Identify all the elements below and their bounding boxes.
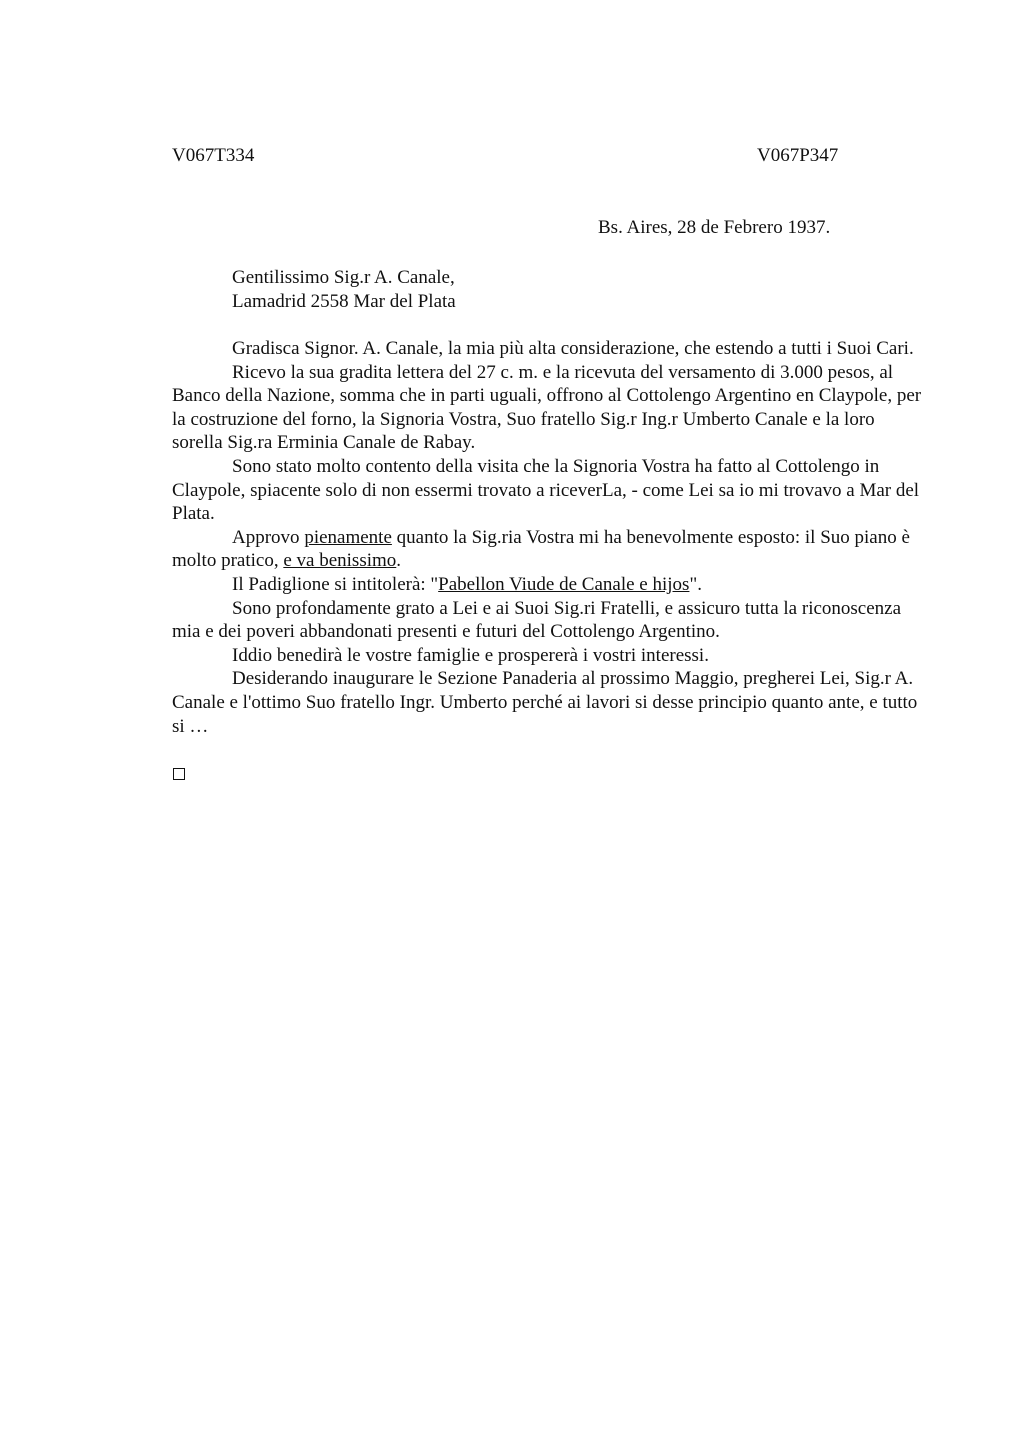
salutation-line: Gentilissimo Sig.r A. Canale, [232,267,455,288]
approval-text-middle: quanto la Sig.ria Vostra mi ha benevolmente esposto: il Suo piano è molto pratico, [172,526,910,572]
recipient-address [232,266,456,314]
underlined-pienamente: pienamente [304,526,392,548]
paragraph-inauguration: Desiderando inaugurare le Sezione Panaderia al prossimo Maggio, pregherei Lei, Sig.r A. Canale e l'ottimo Suo fratello Ingr. Umberto perché ai lavori si desse principio quanto ante, e tutto si … [172,668,918,737]
paragraph-pavilion [172,573,927,597]
paragraph-gratitude: Sono profondamente grato a Lei e ai Suoi Sig.ri Fratelli, e assicuro tutta la riconoscenza mia e dei poveri abbandonati presenti e futuri del Cottolengo Argentino. [172,597,902,643]
address-line: Lamadrid 2558 Mar del Plata [232,291,456,312]
pavilion-name: Pabellon Viude de Canale e hijos [438,573,690,595]
approval-text-end: . [396,550,402,572]
reference-code-right: V067P347 [757,145,839,166]
paragraph-visit: Sono stato molto contento della visita che la Signoria Vostra ha fatto al Cottolengo in Claypole, spiacente solo di non essermi trovato a riceverLa, - come Lei sa io mi trovavo a Mar del Plata. [172,455,920,525]
letter-date: Bs. Aires, 28 de Febrero 1937. [598,217,831,238]
pavilion-text-start: Il Padiglione si intitolerà: " [232,573,439,595]
underlined-benissimo: e va benissimo [283,550,397,572]
end-mark-box-icon [173,768,185,780]
reference-code-left: V067T334 [172,145,255,166]
paragraph-greeting: Gradisca Signor. A. Canale, la mia più alta considerazione, che estendo a tutti i Suoi Cari. [232,338,914,359]
approval-text-start: Approvo [232,526,305,548]
paragraph-approval [172,526,927,573]
pavilion-text-end: ". [689,573,702,595]
letter-body [172,337,927,738]
paragraph-receipt: Ricevo la sua gradita lettera del 27 c. m. e la ricevuta del versamento di 3.000 pesos, al Banco della Nazione, somma che in parti uguali, offrono al Cottolengo Argentino en Claypole, per la costruzione del forno, la Signoria Vostra, Suo fratello Sig.r Ing.r Umberto Canale e la loro sorella Sig.ra Erminia Canale de Rabay. [172,361,922,454]
paragraph-blessing: Iddio benedirà le vostre famiglie e prospererà i vostri interessi. [232,644,709,666]
